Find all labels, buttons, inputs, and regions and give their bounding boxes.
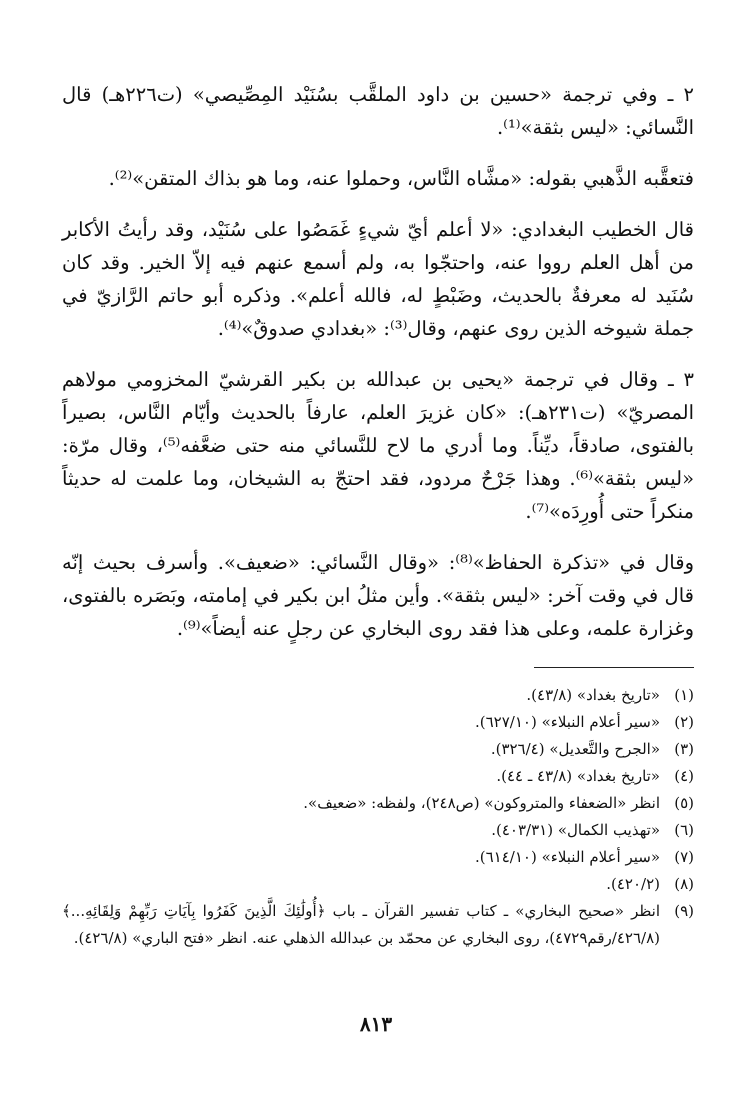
- page-number: ٨١٣: [359, 1012, 393, 1036]
- footnote-text: «تاريخ بغداد» (٤٣/٨ ـ ٤٤).: [496, 767, 660, 785]
- footnote: [62, 682, 694, 709]
- footnote-text: «الجرح والتَّعديل» (٣٢٦/٤).: [490, 740, 660, 758]
- paragraph-1: ٢ ـ وفي ترجمة «حسين بن داود الملقَّب بسُنَيْد المِصِّيصي» (ت٢٢٦هـ) قال النَّسائي: «ليس بثقة»⁽¹⁾.: [62, 83, 695, 139]
- paragraph-3: قال الخطيب البغدادي: «لا أعلم أيّ شيءٍ غَمَصُوا على سُنَيْد، وقد رأيتُ الأكابر من أهل العلم رووا عنه، واحتجّوا به، ولم أسمع عنهم فيه إلاّ الخير. وقد كان سُنَيد له معرفةٌ بالحديث، وضَبْطٍ له، فالله أعلم». وذكره أبو حاتم الرَّازيّ في جملة شيوخه الذين روى عنهم، وقال⁽³⁾: «بغدادي صدوقٌ»⁽⁴⁾.: [62, 218, 694, 340]
- footnote: [62, 790, 694, 817]
- footnote: [62, 844, 694, 871]
- footnote: [62, 871, 694, 898]
- footnote-number: (٧): [674, 848, 694, 866]
- footnote-number: (٤): [674, 767, 694, 785]
- footnote-text: انظر «الضعفاء والمتروكون» (ص٢٤٨)، ولفظه: «ضعيف».: [303, 794, 660, 812]
- paragraph-4: ٣ ـ وقال في ترجمة «يحيى بن عبدالله بن بكير القرشيّ المخزومي مولاهم المصريّ» (ت٢٣١هـ): «كان غزيرَ العلم، عارفاً بالحديث وأيّام النَّاس، بصيراً بالفتوى، صادقاً، ديِّناً. وما أدري ما لاح للنَّسائي منه حتى ضعَّفه⁽⁵⁾، وقال مرّة: «ليس بثقة»⁽⁶⁾. وهذا جَرْحٌ مردود، فقد احتجّ به الشيخان، وما علمت له حديثاً منكراً حتى أُورِدَه»⁽⁷⁾.: [62, 368, 694, 523]
- paragraph-5: وقال في «تذكرة الحفاظ»⁽⁸⁾: «وقال النَّسائي: «ضعيف». وأسرف بحيث إنّه قال في وقت آخر: «ليس بثقة». وأين مثلُ ابن بكير في إمامته، وبَصَره بالفتوى، وغزارة علمه، وعلى هذا فقد روى البخاري عن رجلٍ عنه أيضاً»⁽⁹⁾.: [62, 551, 694, 640]
- footnote: [62, 736, 694, 763]
- footnotes: [62, 682, 694, 952]
- footnote-number: (٨): [674, 875, 694, 893]
- footnote: [62, 898, 694, 952]
- footnote-number: (٦): [674, 821, 694, 839]
- footnote-number: (٢): [674, 713, 694, 731]
- footnote-number: (٩): [674, 902, 694, 920]
- footnote-number: (٣): [674, 740, 694, 758]
- footnote-text: انظر «صحيح البخاري» ـ كتاب تفسير القرآن ـ باب ﴿أُولَٰئِكَ الَّذِينَ كَفَرُوا بِآيَاتِ رَبِّهِمْ وَلِقَائِهِ...﴾ (٤٢٦/٨/رقم٤٧٢٩)، روى البخاري عن محمّد بن عبدالله الذهلي عنه. انظر «فتح الباري» (٤٢٦/٨).: [62, 902, 660, 947]
- footnote-text: «سير أعلام النبلاء» (٦١٤/١٠).: [475, 848, 660, 866]
- body-text: [62, 78, 694, 645]
- footnote-text: (٤٢٠/٢).: [606, 875, 660, 893]
- footnote-number: (١): [674, 686, 694, 704]
- footnote-text: «سير أعلام النبلاء» (٦٢٧/١٠).: [475, 713, 660, 731]
- footnote-text: «تاريخ بغداد» (٤٣/٨).: [526, 686, 660, 704]
- footnote-number: (٥): [674, 794, 694, 812]
- footnote: [62, 817, 694, 844]
- footnote: [62, 763, 694, 790]
- footnote: [62, 709, 694, 736]
- footnote-separator: [534, 667, 694, 668]
- paragraph-2: فتعقَّبه الذَّهبي بقوله: «مشَّاه النَّاس، وحملوا عنه، وما هو بذاك المتقن»⁽²⁾.: [108, 167, 694, 190]
- footnote-text: «تهذيب الكمال» (٤٠٣/٣١).: [491, 821, 660, 839]
